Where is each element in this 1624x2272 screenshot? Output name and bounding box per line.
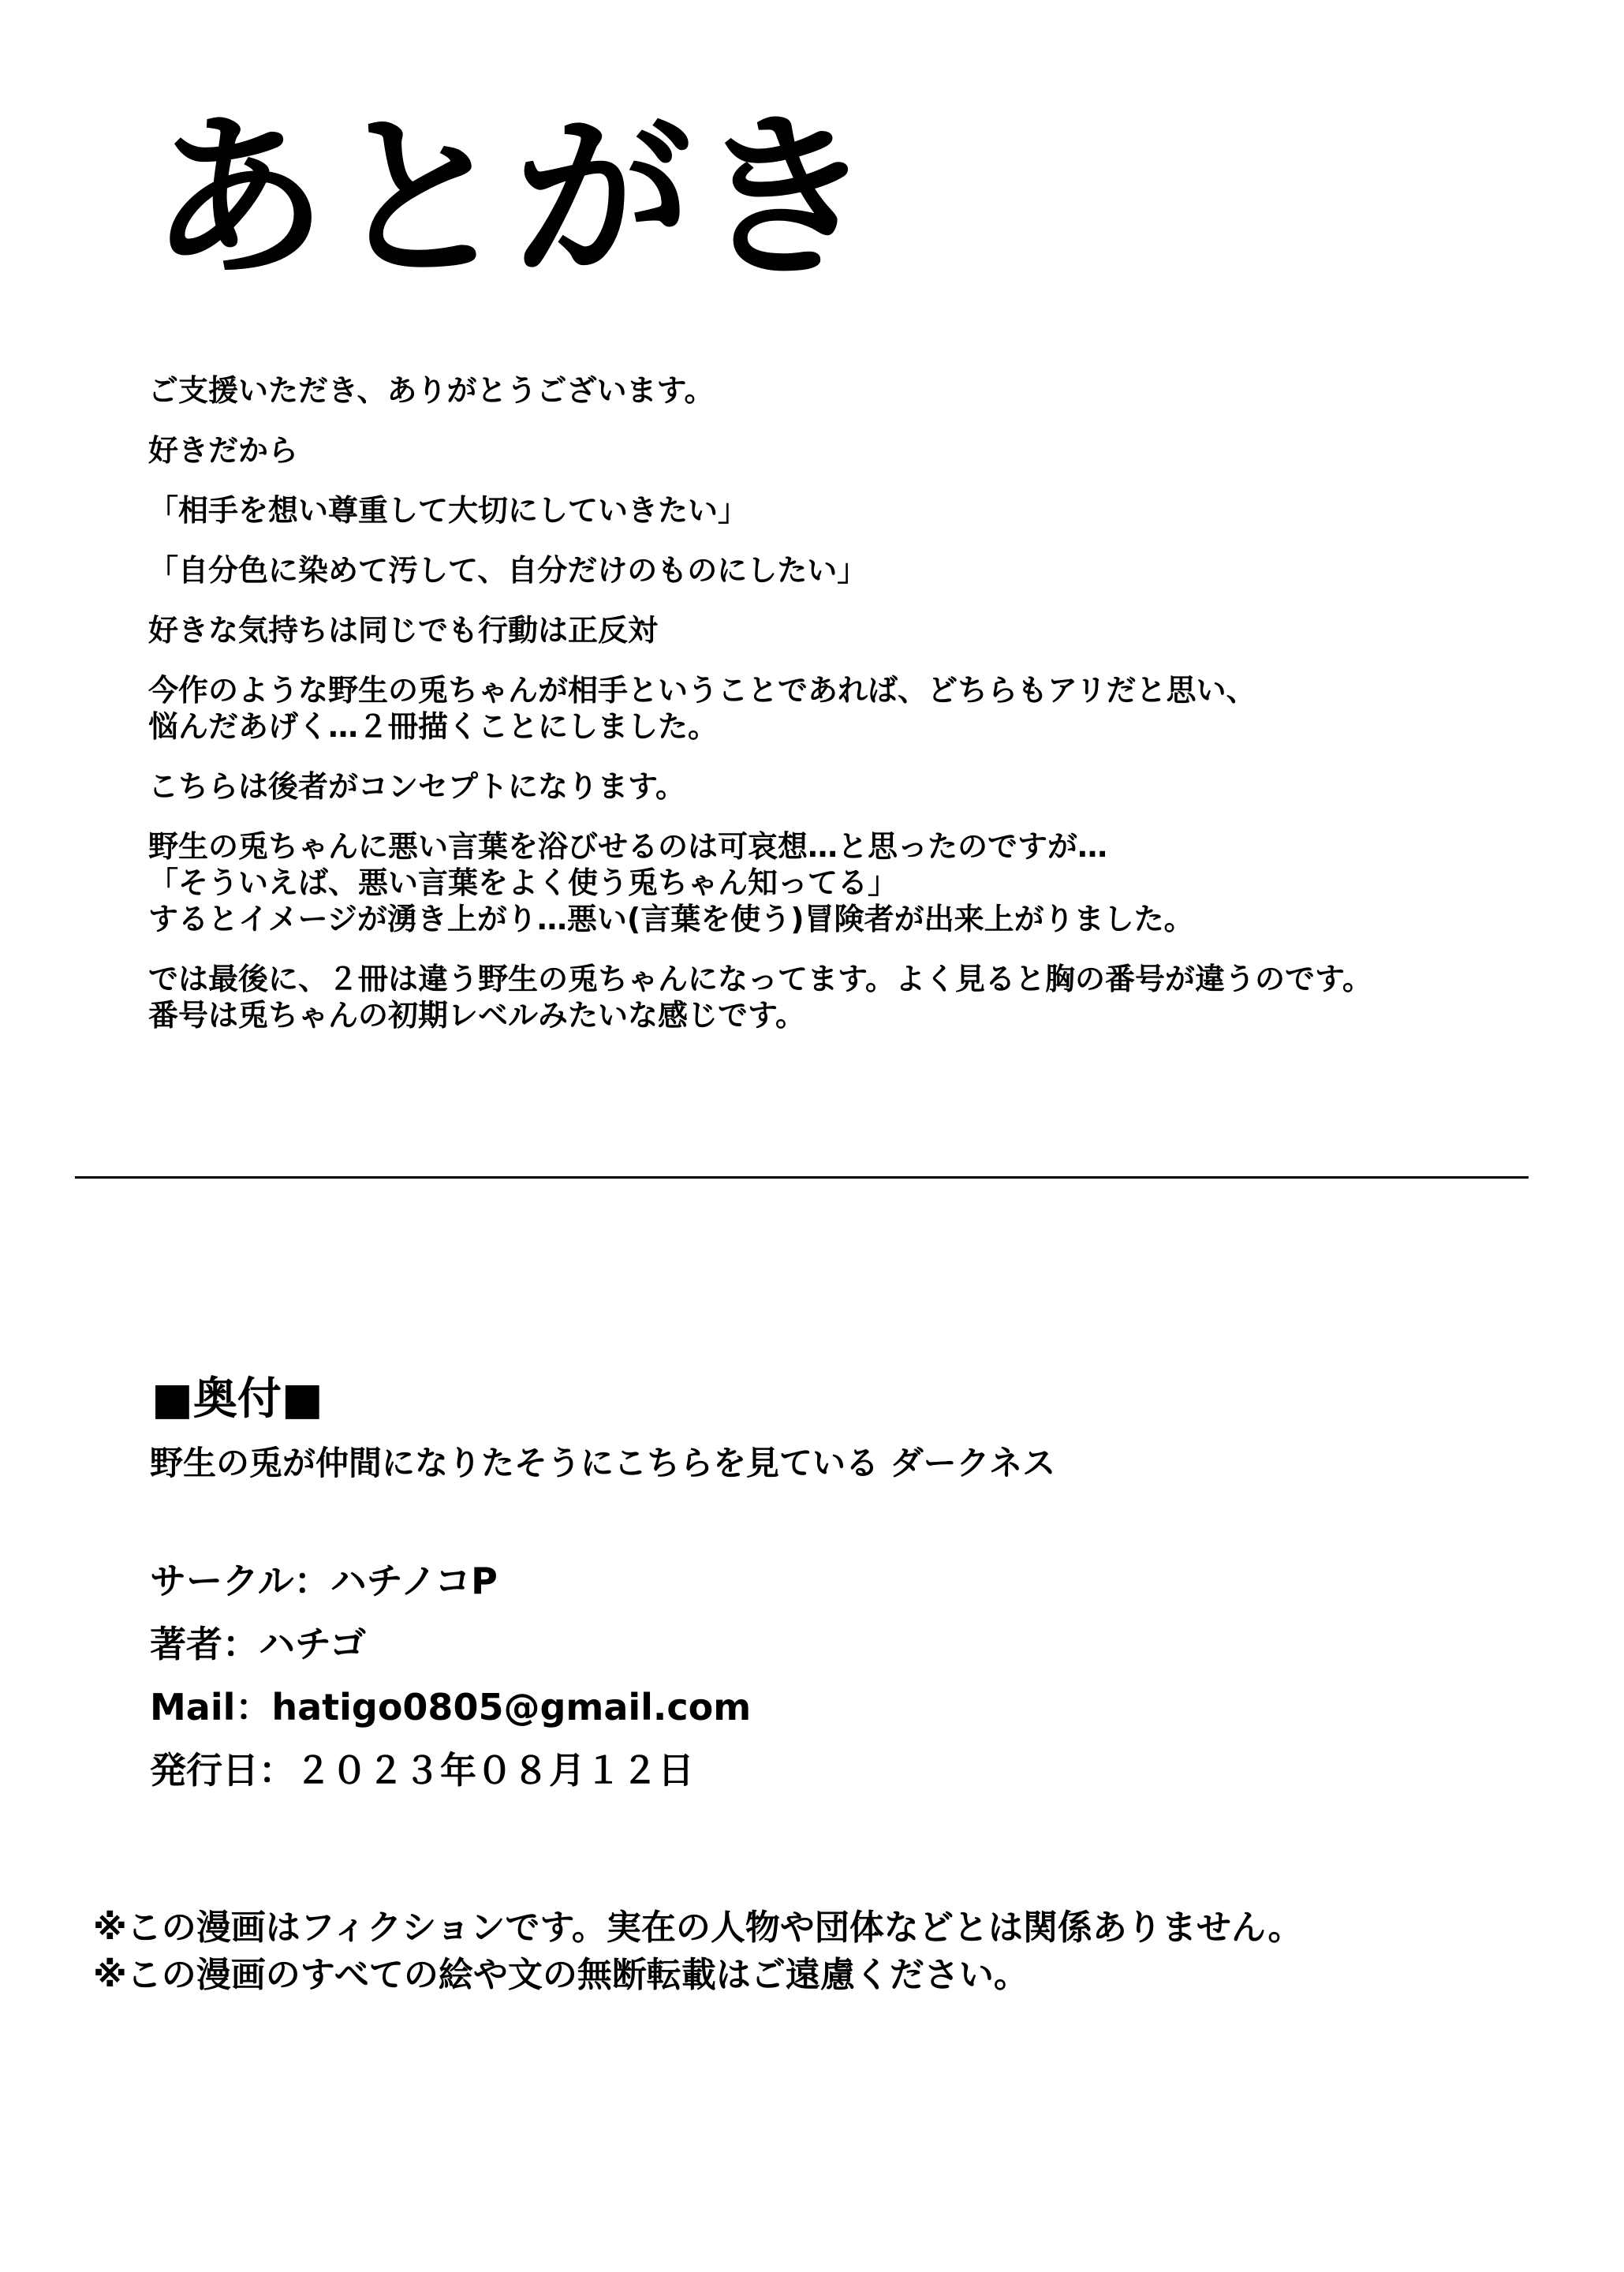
afterword-paragraph xyxy=(148,672,1568,745)
afterword-paragraph xyxy=(148,612,1568,648)
afterword-line: 好きだから xyxy=(148,433,299,468)
afterword-line: 悩んだあげく…２冊描くことにしました。 xyxy=(148,709,719,744)
afterword-paragraph xyxy=(148,961,1568,1033)
legal-notices xyxy=(93,1904,1303,1999)
circle-credit: サークル：ハチノコP xyxy=(150,1560,498,1602)
fiction-notice: ※この漫画はフィクションです。実在の人物や団体などとは関係ありません。 xyxy=(93,1908,1303,1948)
afterword-paragraph xyxy=(148,492,1568,529)
afterword-body xyxy=(148,372,1568,1057)
afterword-paragraph xyxy=(148,768,1568,805)
afterword-paragraph xyxy=(148,552,1568,589)
work-title: 野生の兎が仲間になりたそうにこちらを見ている ダークネス xyxy=(150,1444,1056,1482)
afterword-line: 番号は兎ちゃんの初期レベルみたいな感じです。 xyxy=(148,998,805,1033)
afterword-paragraph xyxy=(148,372,1568,409)
afterword-line: 「そういえば、悪い言葉をよく使う兎ちゃん知ってる」 xyxy=(148,865,898,900)
afterword-line: 「自分色に染めて汚して、自分だけのものにしたい」 xyxy=(148,553,868,588)
page-title: あとがき xyxy=(150,95,879,302)
afterword-line: 好きな気持ちは同じでも行動は正反対 xyxy=(148,613,659,648)
afterword-line: するとイメージが湧き上がり…悪い(言葉を使う)冒険者が出来上がりました。 xyxy=(148,902,1194,936)
afterword-line: ご支援いただき、ありがとうございます。 xyxy=(148,373,715,408)
colophon-heading: ■奥付■ xyxy=(151,1373,323,1425)
afterword-paragraph xyxy=(148,432,1568,469)
colophon-credits xyxy=(150,1549,751,1802)
afterword-line: 「相手を想い尊重して大切にしていきたい」 xyxy=(148,493,749,528)
section-divider xyxy=(75,1176,1529,1179)
afterword-line: 今作のような野生の兎ちゃんが相手ということであれば、どちらもアリだと思い、 xyxy=(148,673,1256,708)
mail-address: Mail：hatigo0805@gmail.com xyxy=(150,1686,752,1728)
afterword-line: では最後に、２冊は違う野生の兎ちゃんになってます。よく見ると胸の番号が違うのです。 xyxy=(148,962,1372,996)
reproduction-notice: ※この漫画のすべての絵や文の無断転載はご遠慮ください。 xyxy=(93,1955,1029,1995)
author-credit: 著者：ハチゴ xyxy=(150,1623,367,1665)
afterword-line: こちらは後者がコンセプトになります。 xyxy=(148,769,685,804)
afterword-paragraph xyxy=(148,828,1568,937)
release-date: 発行日：２０２３年０８月１２日 xyxy=(150,1749,694,1792)
afterword-line: 野生の兎ちゃんに悪い言葉を浴びせるのは可哀想…と思ったのですが… xyxy=(148,829,1108,864)
